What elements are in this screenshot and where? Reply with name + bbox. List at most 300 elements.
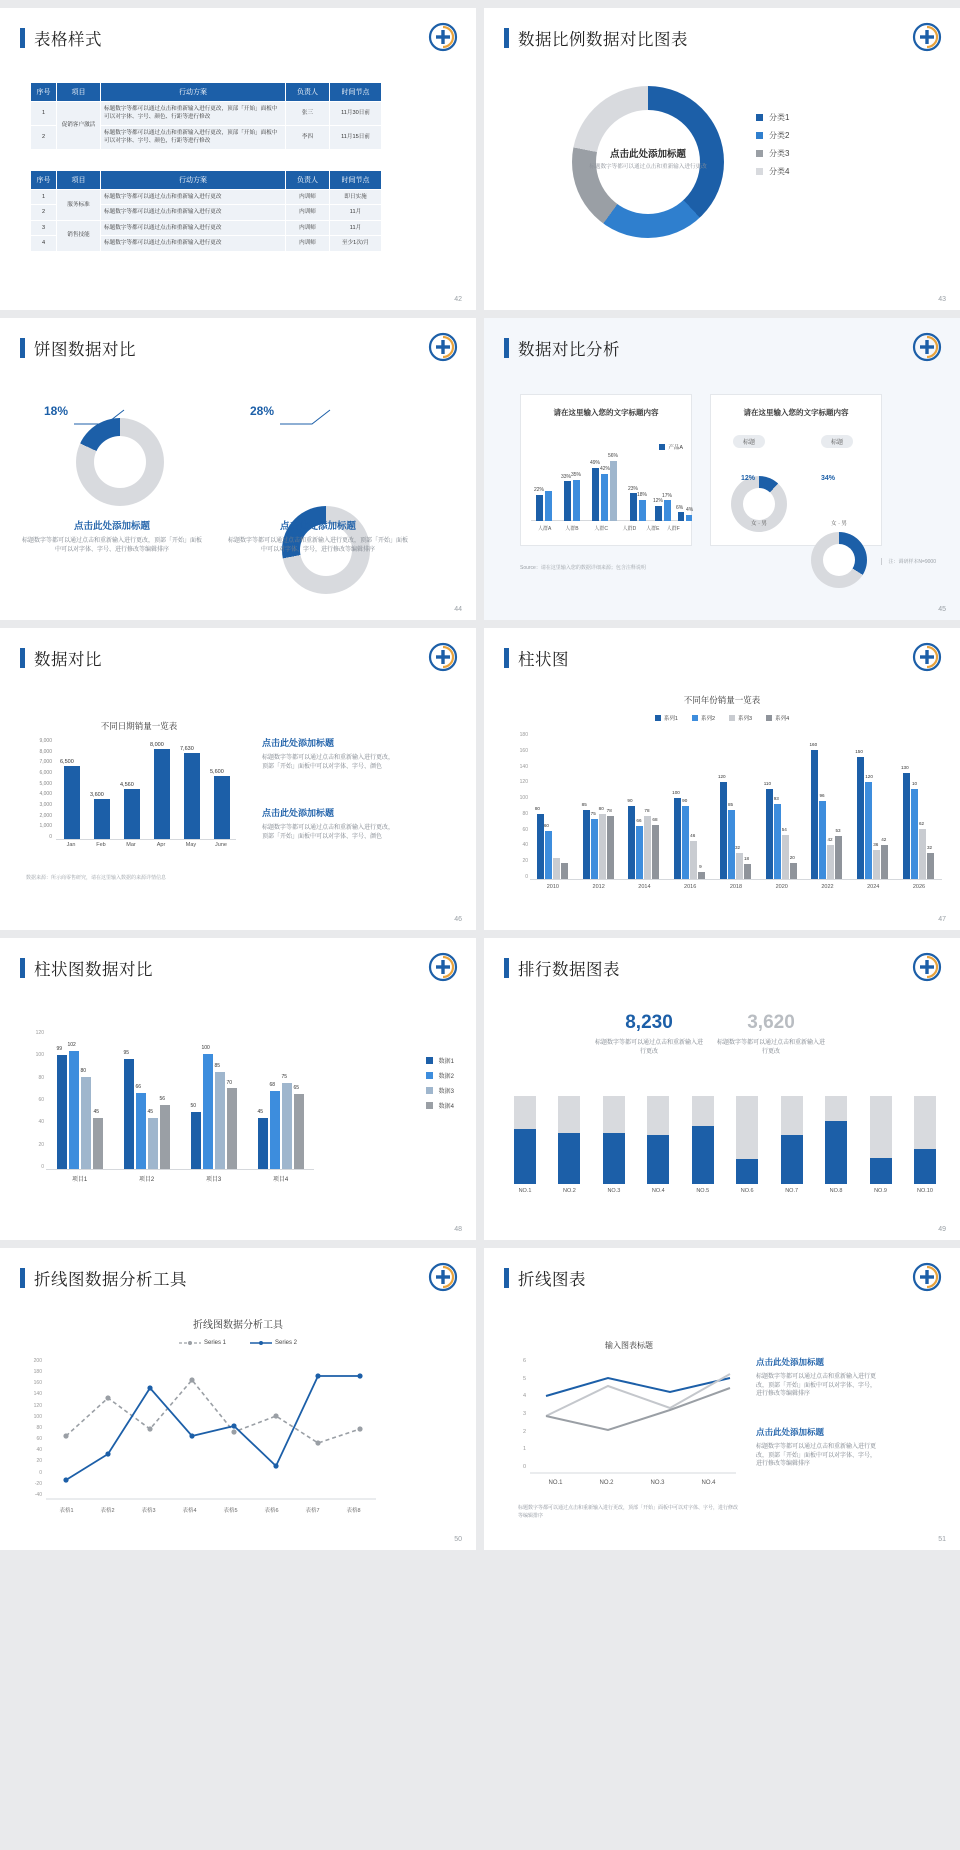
table-header-row [31, 83, 382, 102]
bar-group [810, 732, 844, 879]
bar-group [563, 435, 583, 521]
bar-track [781, 1096, 803, 1184]
bar-value: 18 [743, 856, 750, 862]
y-tick: 9,000 [39, 738, 52, 744]
action-plan-table-2 [30, 170, 382, 252]
legend-label: 分类4 [769, 167, 790, 176]
bar [870, 1158, 892, 1184]
bar-group [856, 732, 890, 879]
donut-label-left: 女 · 男 [751, 521, 767, 527]
bar [203, 1054, 213, 1169]
line-chart-plot [530, 1358, 736, 1474]
cell-project: 促销客户激活 [57, 102, 101, 150]
bar-value: 120 [865, 774, 873, 780]
y-tick: 100 [33, 1413, 42, 1420]
ranking-bar-chart [514, 1096, 936, 1184]
bar [573, 480, 580, 521]
legend-label: 系列2 [700, 716, 715, 722]
y-axis-labels [510, 1358, 526, 1470]
x-tick: June [215, 842, 227, 848]
page-title: 折线图表 [518, 1271, 586, 1289]
bar [93, 1118, 103, 1169]
bar [136, 1093, 146, 1169]
y-axis-labels [506, 732, 528, 880]
bar [81, 1077, 91, 1169]
bar [919, 829, 926, 879]
bar-group [673, 732, 707, 879]
slide-header [20, 956, 153, 980]
brand-logo-icon [428, 22, 458, 52]
stat-block-1 [594, 1012, 704, 1056]
cell-plan: 标题数字等都可以通过点击和重新输入进行更改 [101, 220, 286, 235]
slide-line-chart [484, 1248, 960, 1550]
bar-value: 35% [571, 472, 582, 478]
legend-swatch-icon [426, 1087, 433, 1094]
th-owner: 负责人 [286, 83, 330, 102]
bar [57, 1055, 67, 1169]
bar-value: 65 [293, 1085, 300, 1092]
legend-swatch-icon [729, 715, 735, 721]
bar [545, 831, 552, 880]
y-tick: 160 [519, 747, 528, 754]
bar-value: 56 [159, 1096, 166, 1103]
slide-table-styles [0, 8, 476, 310]
th-deadline: 时间节点 [330, 171, 382, 190]
bar-value: 4,560 [120, 781, 134, 788]
cell-project: 服务标准 [57, 190, 101, 221]
legend-swatch-icon [756, 132, 763, 139]
page-number: 45 [938, 606, 946, 613]
bar [184, 753, 200, 839]
x-axis-labels [56, 842, 236, 848]
cell-owner: 内训师 [286, 190, 330, 205]
slide-header [504, 26, 688, 50]
y-tick: 0 [525, 873, 528, 880]
cell-index: 1 [31, 102, 57, 126]
pie-heading-right: 点击此处添加标题 [279, 521, 356, 532]
bar [819, 801, 826, 879]
bar-value: 12% [653, 497, 664, 504]
slide-header [20, 26, 102, 50]
bar [94, 799, 110, 839]
page-number: 46 [454, 916, 462, 923]
bar [639, 500, 646, 522]
legend-swatch-icon [426, 1102, 433, 1109]
legend-swatch-icon [426, 1072, 433, 1079]
series-2-points [63, 1373, 362, 1482]
slide-line-analysis [0, 1248, 476, 1550]
legend-swatch-icon [426, 1057, 433, 1064]
cell-index: 2 [31, 125, 57, 149]
bar [599, 814, 606, 879]
bar-value: 46 [690, 832, 696, 838]
y-tick: 8,000 [39, 748, 52, 755]
legend-label: 产品A [668, 445, 683, 451]
bar-group [535, 435, 555, 521]
pie-text-left [22, 518, 202, 554]
legend-swatch-icon [756, 114, 763, 121]
legend-item [692, 714, 715, 722]
donut-hole [823, 544, 855, 576]
y-tick: 180 [519, 732, 528, 738]
bar [154, 749, 170, 839]
bar [553, 858, 560, 879]
bar-value: 42 [827, 837, 833, 843]
th-index: 序号 [31, 83, 57, 102]
bar-track [914, 1096, 936, 1184]
page-title: 饼图数据对比 [34, 341, 136, 359]
bar-value: 78 [606, 807, 612, 813]
bar [610, 461, 617, 521]
bar-value: 80 [534, 806, 540, 812]
bar-value: 49% [590, 459, 601, 466]
x-tick: NO.6 [740, 1188, 754, 1194]
x-tick: 表格2 [100, 1508, 115, 1514]
bar [644, 816, 651, 879]
y-tick: 60 [522, 826, 528, 833]
slide-data-compare [0, 628, 476, 930]
text-block-2 [756, 1426, 880, 1469]
bar-value: 60 [543, 822, 549, 828]
legend-item [756, 112, 789, 123]
title-accent-bar [20, 28, 25, 48]
th-deadline: 时间节点 [330, 83, 382, 102]
bar-group [256, 1030, 306, 1169]
bar [124, 1059, 134, 1169]
y-tick: 0 [522, 1463, 526, 1470]
cell-index: 1 [31, 190, 57, 205]
donut-hole [743, 488, 775, 520]
bar-value: 22% [534, 487, 545, 494]
y-tick: 80 [522, 810, 528, 817]
pie-heading-left: 点击此处添加标题 [73, 521, 150, 532]
bar-track [647, 1096, 669, 1184]
bar-value: 95 [123, 1050, 130, 1057]
bar [270, 1091, 280, 1169]
donut-center-subtitle: 标题数字等都可以通过点击和重新输入进行更改 [589, 164, 707, 170]
x-tick: Apr [156, 842, 166, 848]
grouped-bar-chart [530, 732, 942, 880]
bar [564, 481, 571, 521]
x-tick: 项目1 [71, 1177, 88, 1183]
bar [914, 1149, 936, 1184]
brand-logo-icon [912, 22, 942, 52]
bar [811, 750, 818, 879]
x-tick: 表格3 [141, 1508, 156, 1514]
bar [148, 1118, 158, 1169]
page-title: 数据对比分析 [518, 341, 620, 359]
x-tick: 表格7 [305, 1508, 320, 1514]
th-project: 项目 [57, 83, 101, 102]
legend-item [426, 1101, 454, 1110]
legend-label: 系列4 [775, 716, 790, 722]
x-axis-labels [514, 1188, 936, 1194]
cell-deadline: 至少1次/月 [330, 236, 382, 251]
bar [191, 1112, 201, 1169]
x-tick: 2026 [912, 884, 926, 890]
bar-value: 78 [644, 807, 650, 813]
x-axis-labels [46, 1506, 376, 1514]
y-tick: 80 [38, 1074, 44, 1081]
x-tick: 2020 [775, 884, 788, 890]
legend-item [426, 1071, 454, 1080]
x-tick: NO.9 [874, 1188, 887, 1194]
x-tick: NO.3 [650, 1480, 665, 1486]
cell-project: 销售技能 [57, 220, 101, 251]
callout-line-right-icon [278, 408, 334, 434]
th-plan: 行动方案 [101, 171, 286, 190]
slide-header [504, 646, 569, 670]
y-tick: 120 [519, 779, 528, 786]
page-title: 折线图数据分析工具 [34, 1271, 187, 1289]
y-tick: 20 [36, 1458, 42, 1465]
x-tick: 表格1 [59, 1508, 74, 1514]
cell-owner: 内训师 [286, 205, 330, 220]
x-tick: NO.10 [916, 1188, 933, 1194]
brand-logo-icon [428, 952, 458, 982]
x-tick: 项目2 [138, 1177, 155, 1183]
x-tick: 人群C [594, 526, 608, 532]
bar [537, 814, 544, 879]
legend-label: 数据2 [438, 1074, 454, 1080]
bar [282, 1083, 292, 1169]
slide-column-chart [484, 628, 960, 930]
x-tick: NO.1 [548, 1480, 563, 1486]
x-tick: Feb [96, 842, 106, 848]
chart-footnote: 标题数字等都可以通过点击和重新输入进行更改，顶部「开始」面板中可以对字体、字号，进行修改等编辑排序 [518, 1505, 739, 1519]
x-tick: 表格8 [346, 1508, 361, 1514]
card-title-right: 请在这里输入您的文字标题内容 [743, 408, 849, 417]
cell-plan: 标题数字等都可以通过点击和重新输入进行更改 [101, 190, 286, 205]
bar [294, 1094, 304, 1169]
y-tick: 180 [33, 1369, 42, 1376]
bar-value: 6% [676, 504, 684, 511]
bar-value: 53 [835, 828, 841, 834]
bar-value: 85 [727, 801, 734, 807]
legend-label: 分类1 [769, 113, 790, 122]
legend-item [756, 130, 789, 141]
cell-plan: 标题数字等都可以通过点击和重新输入进行更改，顶部「开始」面板中可以对字体、字号、颜色，行距等进行修改 [101, 125, 286, 149]
bar [558, 1133, 580, 1184]
chart-legend [659, 443, 683, 451]
x-tick: 人群D [622, 526, 637, 532]
bar [774, 804, 781, 879]
y-tick: 80 [36, 1424, 42, 1431]
bar-value: 36 [873, 841, 879, 847]
x-tick: 2022 [821, 884, 834, 890]
bar-group [902, 732, 936, 879]
bar [678, 512, 684, 521]
x-tick: Jan [66, 842, 76, 848]
bar-value: 7,630 [180, 746, 194, 753]
pill-label[interactable]: 标题 [821, 435, 853, 448]
cell-deadline: 11月 [330, 205, 382, 220]
block-heading: 点击此处添加标题 [262, 738, 335, 748]
x-axis-labels [46, 1174, 314, 1183]
bar [744, 864, 751, 879]
table-row [31, 220, 382, 235]
y-tick: 100 [35, 1052, 44, 1059]
y-tick: 2 [522, 1428, 526, 1435]
bar [227, 1088, 237, 1169]
x-tick: NO.1 [518, 1188, 532, 1194]
bar-value: 42 [881, 837, 887, 843]
legend-label: 数据3 [438, 1089, 454, 1095]
legend-label: Series 1 [203, 1340, 226, 1346]
slide-header [504, 336, 620, 360]
cell-index: 3 [31, 220, 57, 235]
bar [630, 493, 637, 521]
pie-body-left: 标题数字等都可以通过点击和重新输入进行更改，顶部「开始」面板中可以对字体、字号、进行修改等编辑排序 [22, 538, 203, 553]
bar-group [55, 1030, 105, 1169]
sample-note: 注：调研样本N=9000 [881, 558, 936, 565]
bar-track [825, 1096, 847, 1184]
bar [690, 841, 697, 879]
y-tick: 7,000 [39, 759, 52, 766]
y-tick: 140 [519, 763, 528, 770]
bar [835, 836, 842, 879]
bar [881, 845, 888, 879]
y-tick: 6 [522, 1358, 526, 1364]
x-tick: NO.8 [829, 1188, 843, 1194]
bar-track [870, 1096, 892, 1184]
card-title-left: 请在这里输入您的文字标题内容 [553, 408, 659, 417]
bar-value: 70 [226, 1079, 233, 1086]
percent-label-left: 18% [44, 404, 69, 418]
chart-title: 不同年份销量一览表 [683, 695, 761, 705]
bar [825, 1121, 847, 1184]
bar [827, 845, 834, 879]
source-note: Source：请在这里输入您的数据详细来源；包含注释说明 [520, 565, 646, 571]
cell-plan: 标题数字等都可以通过点击和重新输入进行更改 [101, 205, 286, 220]
x-tick: 人群E [646, 526, 660, 532]
bar-value: 42% [600, 465, 611, 472]
cell-index: 2 [31, 205, 57, 220]
page-title: 柱状图数据对比 [34, 961, 153, 979]
bar-value: 100 [672, 790, 680, 796]
chart-footnote: 数据来源：所示商零售研究，请在这里输入数据的来源详情信息 [26, 875, 167, 881]
bar-value: 150 [855, 749, 863, 755]
x-tick: 人群F [666, 526, 680, 532]
x-tick: 项目3 [205, 1177, 222, 1183]
th-plan: 行动方案 [101, 83, 286, 102]
bar-group [582, 732, 616, 879]
bar [607, 816, 614, 879]
bar [545, 491, 552, 521]
bar [692, 1126, 714, 1184]
th-index: 序号 [31, 171, 57, 190]
bar [160, 1105, 170, 1169]
legend-item [179, 1340, 226, 1346]
bar [664, 500, 671, 521]
bar [674, 798, 681, 879]
bar [258, 1118, 268, 1169]
bar-value: 54 [781, 826, 787, 832]
cell-deadline: 11月30日前 [330, 102, 382, 126]
bar-value: 17% [662, 492, 673, 499]
x-tick: 表格4 [182, 1508, 197, 1514]
legend-label: Series 2 [275, 1340, 298, 1346]
th-project: 项目 [57, 171, 101, 190]
legend-swatch-icon [766, 715, 772, 721]
series-2-line [546, 1374, 730, 1416]
y-tick: 100 [519, 795, 528, 802]
bar-track [558, 1096, 580, 1184]
x-axis-labels [531, 525, 683, 532]
y-tick: 40 [38, 1119, 44, 1126]
bar-chart-plot [56, 738, 236, 840]
bar-group [122, 1030, 172, 1169]
legend-swatch-icon [756, 150, 763, 157]
cell-owner: 张三 [286, 102, 330, 126]
series-1-points [63, 1377, 362, 1445]
pie-body-right: 标题数字等都可以通过点击和重新输入进行更改，顶部「开始」面板中可以对字体、字号，进行修改等编辑排序 [228, 538, 409, 553]
chart-legend [426, 1056, 454, 1117]
x-tick: 2010 [546, 884, 559, 890]
bar [561, 863, 568, 879]
bar [583, 810, 590, 879]
title-accent-bar [504, 28, 509, 48]
bar-value: 32 [927, 844, 933, 850]
slide-data-analysis [484, 318, 960, 620]
bar-value: 68 [269, 1082, 276, 1089]
bar [720, 782, 727, 879]
legend-label: 系列1 [663, 716, 678, 722]
title-accent-bar [20, 958, 25, 978]
chart-title: 折线图数据分析工具 [193, 1320, 283, 1331]
bar-group [536, 732, 570, 879]
bar [655, 506, 662, 521]
pill-label[interactable]: 标题 [733, 435, 765, 448]
x-tick: NO.3 [607, 1188, 621, 1194]
chart-legend [0, 1340, 476, 1346]
cell-deadline: 即日实施 [330, 190, 382, 205]
legend-item [426, 1086, 454, 1095]
bar [514, 1129, 536, 1184]
grouped-bar-chart [46, 1030, 314, 1170]
brand-logo-icon [912, 642, 942, 672]
legend-label: 数据1 [438, 1059, 454, 1065]
x-axis-labels [530, 1480, 736, 1486]
legend-swatch-icon [659, 444, 665, 450]
y-tick: 1,000 [39, 823, 52, 830]
y-tick: 6,000 [39, 769, 52, 776]
bar-group [189, 1030, 239, 1169]
bar-value: 100 [201, 1044, 210, 1051]
y-tick: 60 [38, 1096, 44, 1103]
title-accent-bar [504, 648, 509, 668]
y-tick: 40 [36, 1447, 42, 1454]
slide-header [20, 336, 136, 360]
brand-logo-icon [428, 1262, 458, 1292]
page-number: 44 [454, 606, 462, 613]
cell-owner: 内训师 [286, 236, 330, 251]
bar [911, 789, 918, 879]
page-title: 柱状图 [518, 651, 569, 669]
bar-value: 3,600 [90, 791, 104, 798]
bar-value: 45 [93, 1108, 100, 1115]
bar [736, 1159, 758, 1184]
y-tick: 4 [522, 1393, 526, 1400]
bar-value: 6,500 [60, 759, 74, 766]
bar-track [736, 1096, 758, 1184]
bar [601, 474, 608, 521]
bar-value: 8,000 [150, 742, 164, 749]
x-tick: 2018 [729, 884, 743, 890]
slide-ranking-chart [484, 938, 960, 1240]
y-tick: 2,000 [39, 812, 52, 819]
bar-value: 56% [608, 453, 619, 460]
